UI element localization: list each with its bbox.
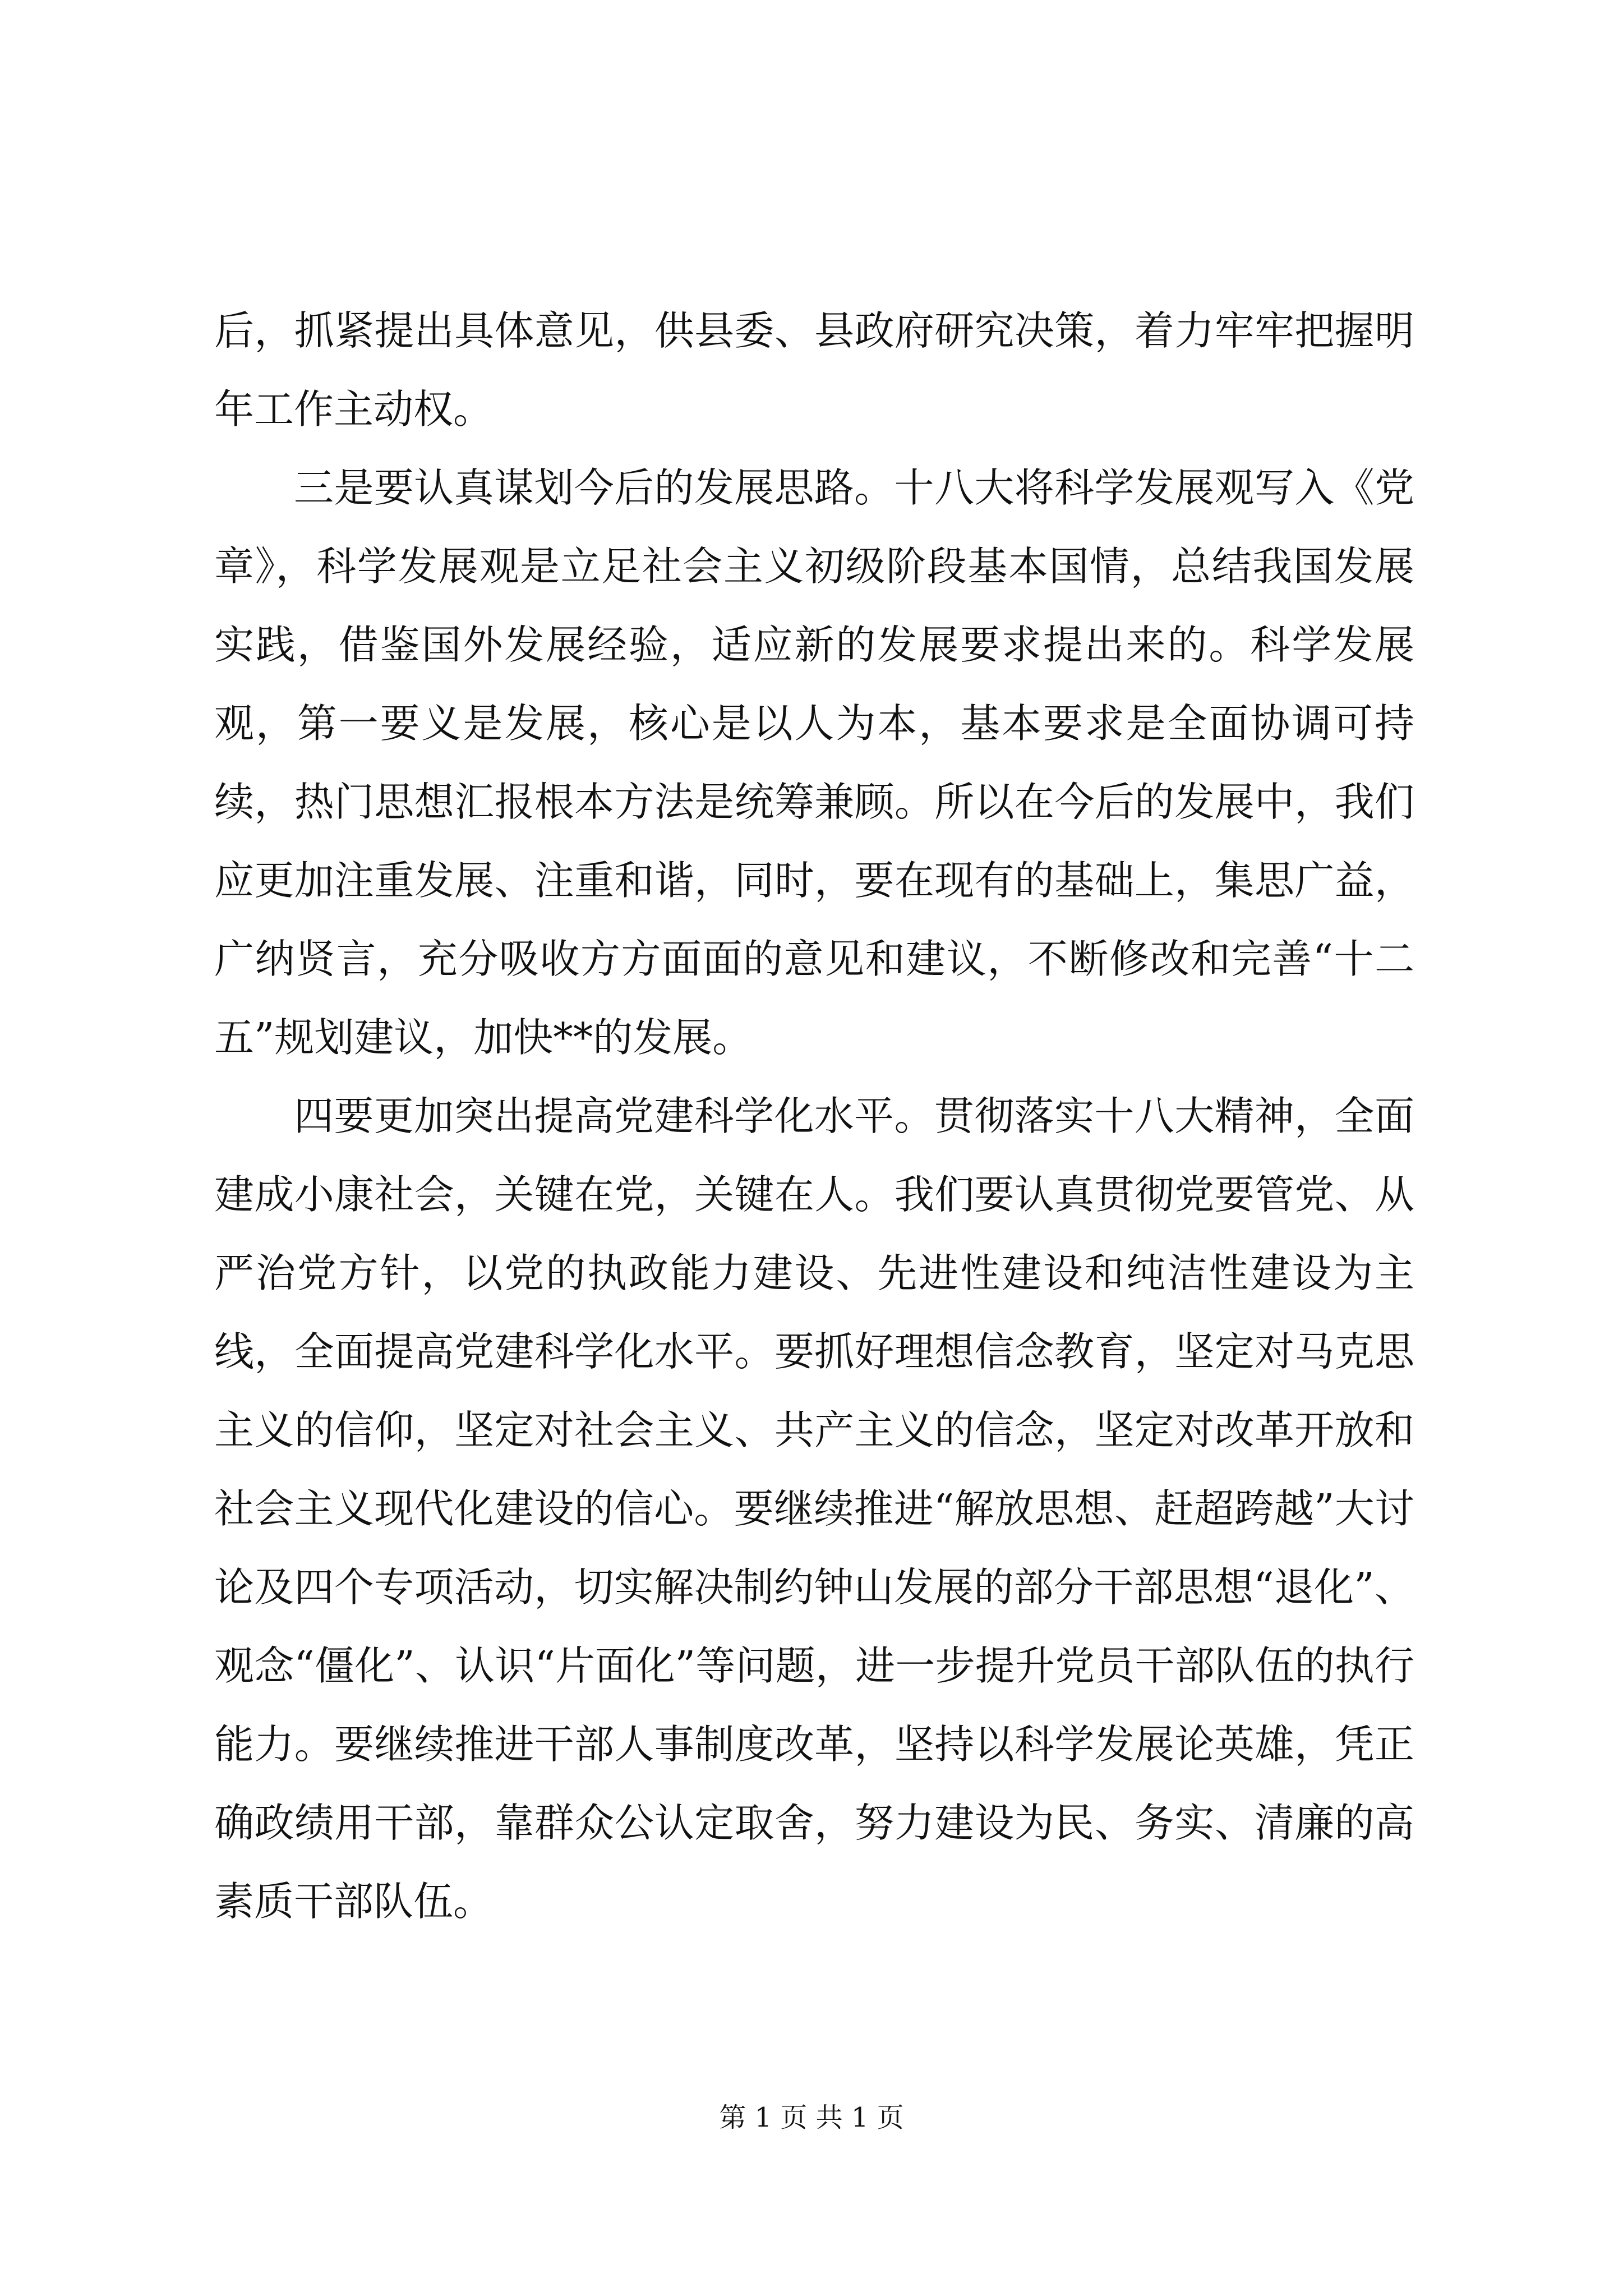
document-body	[214, 292, 1414, 1941]
page-footer: 第 1 页 共 1 页	[719, 2102, 904, 2133]
paragraph-party-building: 四要更加突出提高党建科学化水平。贯彻落实十八大精神，全面建成小康社会，关键在党，关键在人。我们要认真贯彻党要管党、从严治党方针，以党的执政能力建设、先进性建设和纯洁性建设为主线，全面提高党建科学化水平。要抓好理想信念教育，坚定对马克思主义的信仰，坚定对社会主义、共产主义的信念，坚定对改革开放和社会主义现代化建设的信心。要继续推进“解放思想、赶超跨越”大讨论及四个专项活动，切实解决制约钟山发展的部分干部思想“退化”、观念“僵化”、认识“片面化”等问题，进一步提升党员干部队伍的执行能力。要继续推进干部人事制度改革，坚持以科学发展论英雄，凭正确政绩用干部，靠群众公认定取舍，努力建设为民、务实、清廉的高素质干部队伍。	[214, 1093, 1414, 1925]
paragraph-development-ideas: 三是要认真谋划今后的发展思路。十八大将科学发展观写入《党章》，科学发展观是立足社会主义初级阶段基本国情，总结我国发展实践，借鉴国外发展经验，适应新的发展要求提出来的。科学发展观，第一要义是发展，核心是以人为本，基本要求是全面协调可持续，热门思想汇报根本方法是统筹兼顾。所以在今后的发展中，我们应更加注重发展、注重和谐，同时，要在现有的基础上，集思广益，广纳贤言，充分吸收方方面面的意见和建议，不断修改和完善“十二五”规划建议，加快**的发展。	[214, 464, 1414, 1061]
paragraph-continuation: 后，抓紧提出具体意见，供县委、县政府研究决策，着力牢牢把握明年工作主动权。	[214, 307, 1414, 432]
